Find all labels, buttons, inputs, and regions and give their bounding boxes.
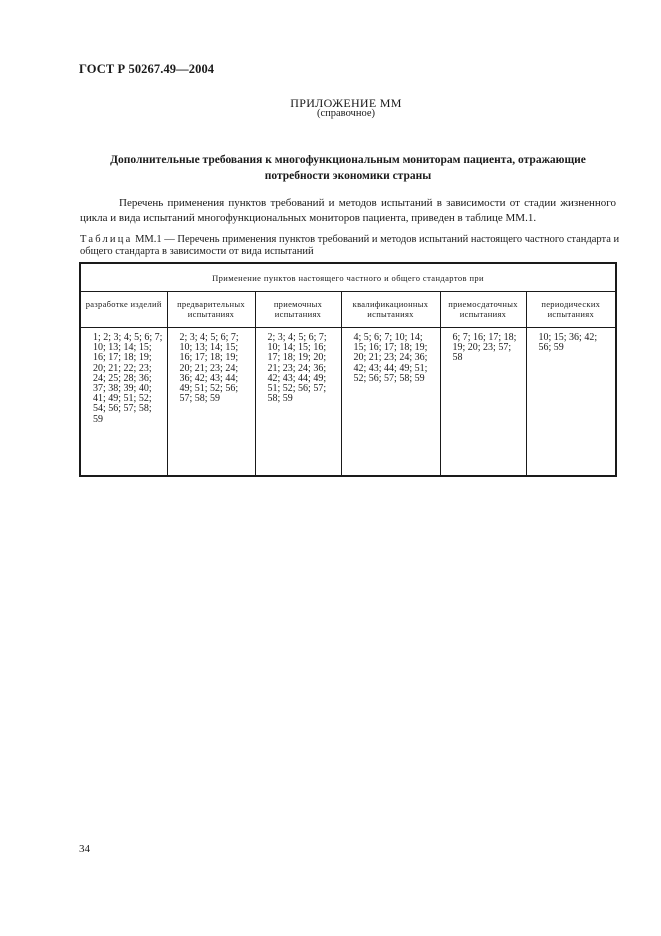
table-cell-periodic-tests (526, 328, 616, 477)
appendix-title: ПРИЛОЖЕНИЕ ММ (290, 96, 402, 110)
page-number: 34 (79, 843, 90, 855)
cell-values: 6; 7; 16; 17; 18; 19; 20; 23; 57; 58 (452, 332, 517, 364)
table-group-header: Применение пунктов настоящего частного и общего стандартов при (80, 263, 616, 292)
cell-values: 2; 3; 4; 5; 6; 7; 10; 14; 15; 16; 17; 18; 19; 20; 21; 23; 24; 36; 42; 43; 44; 49; 51; 52; 56; 57; 58; 59 (267, 332, 327, 405)
column-header-acceptance-tests: приемочных испытаниях (255, 292, 341, 328)
column-header-delivery-tests: приемосдаточных испытаниях (440, 292, 526, 328)
applicability-table (79, 262, 617, 477)
column-header-qualification-tests: квалификационных испытаниях (341, 292, 440, 328)
table-caption-label: Таблица (80, 234, 133, 245)
table-cell-preliminary-tests (167, 328, 255, 477)
standard-code-header: ГОСТ Р 50267.49—2004 (79, 62, 215, 76)
table-cell-development (80, 328, 167, 477)
cell-values: 4; 5; 6; 7; 10; 14; 15; 16; 17; 18; 19; 20; 21; 23; 24; 36; 42; 43; 44; 49; 51; 52; 56; 57; 58; 59 (353, 332, 428, 384)
table-cell-delivery-tests (440, 328, 526, 477)
section-heading: Дополнительные требования к многофункциональным мониторам пациента, отражающие потребности экономики страны (110, 154, 586, 182)
table-cell-qualification-tests (341, 328, 440, 477)
intro-paragraph: Перечень применения пунктов требований и методов испытаний в зависимости от стадии жизненного цикла и вида испытаний многофункциональных мониторов пациента, приведен в таблице ММ.1. (80, 197, 616, 224)
column-header-preliminary-tests: предварительных испытаниях (167, 292, 255, 328)
column-header-development: разработке изделий (80, 292, 167, 328)
table-cell-acceptance-tests (255, 328, 341, 477)
column-header-periodic-tests: периодических испытаниях (526, 292, 616, 328)
table-group-header-row (80, 263, 616, 292)
table-caption-text: ММ.1 — Перечень применения пунктов требований и методов испытаний настоящего частного стандарта и общего стандарта в зависимости от вида испытаний (80, 234, 620, 257)
table-column-header-row (80, 292, 616, 328)
cell-values: 2; 3; 4; 5; 6; 7; 10; 13; 14; 15; 16; 17; 18; 19; 20; 21; 23; 24; 36; 42; 43; 44; 49; 51; 52; 56; 57; 58; 59 (179, 332, 239, 405)
table-row (80, 328, 616, 477)
cell-values: 10; 15; 36; 42; 56; 59 (538, 332, 598, 354)
appendix-subtitle: (справочное) (317, 108, 375, 119)
cell-values: 1; 2; 3; 4; 5; 6; 7; 10; 13; 14; 15; 16; 17; 18; 19; 20; 21; 22; 23; 24; 25; 28; 36; 37; 38; 39; 40; 41; 49; 51; 52; 54; 56; 57; 58; 59 (93, 332, 163, 425)
table-caption (80, 234, 620, 258)
